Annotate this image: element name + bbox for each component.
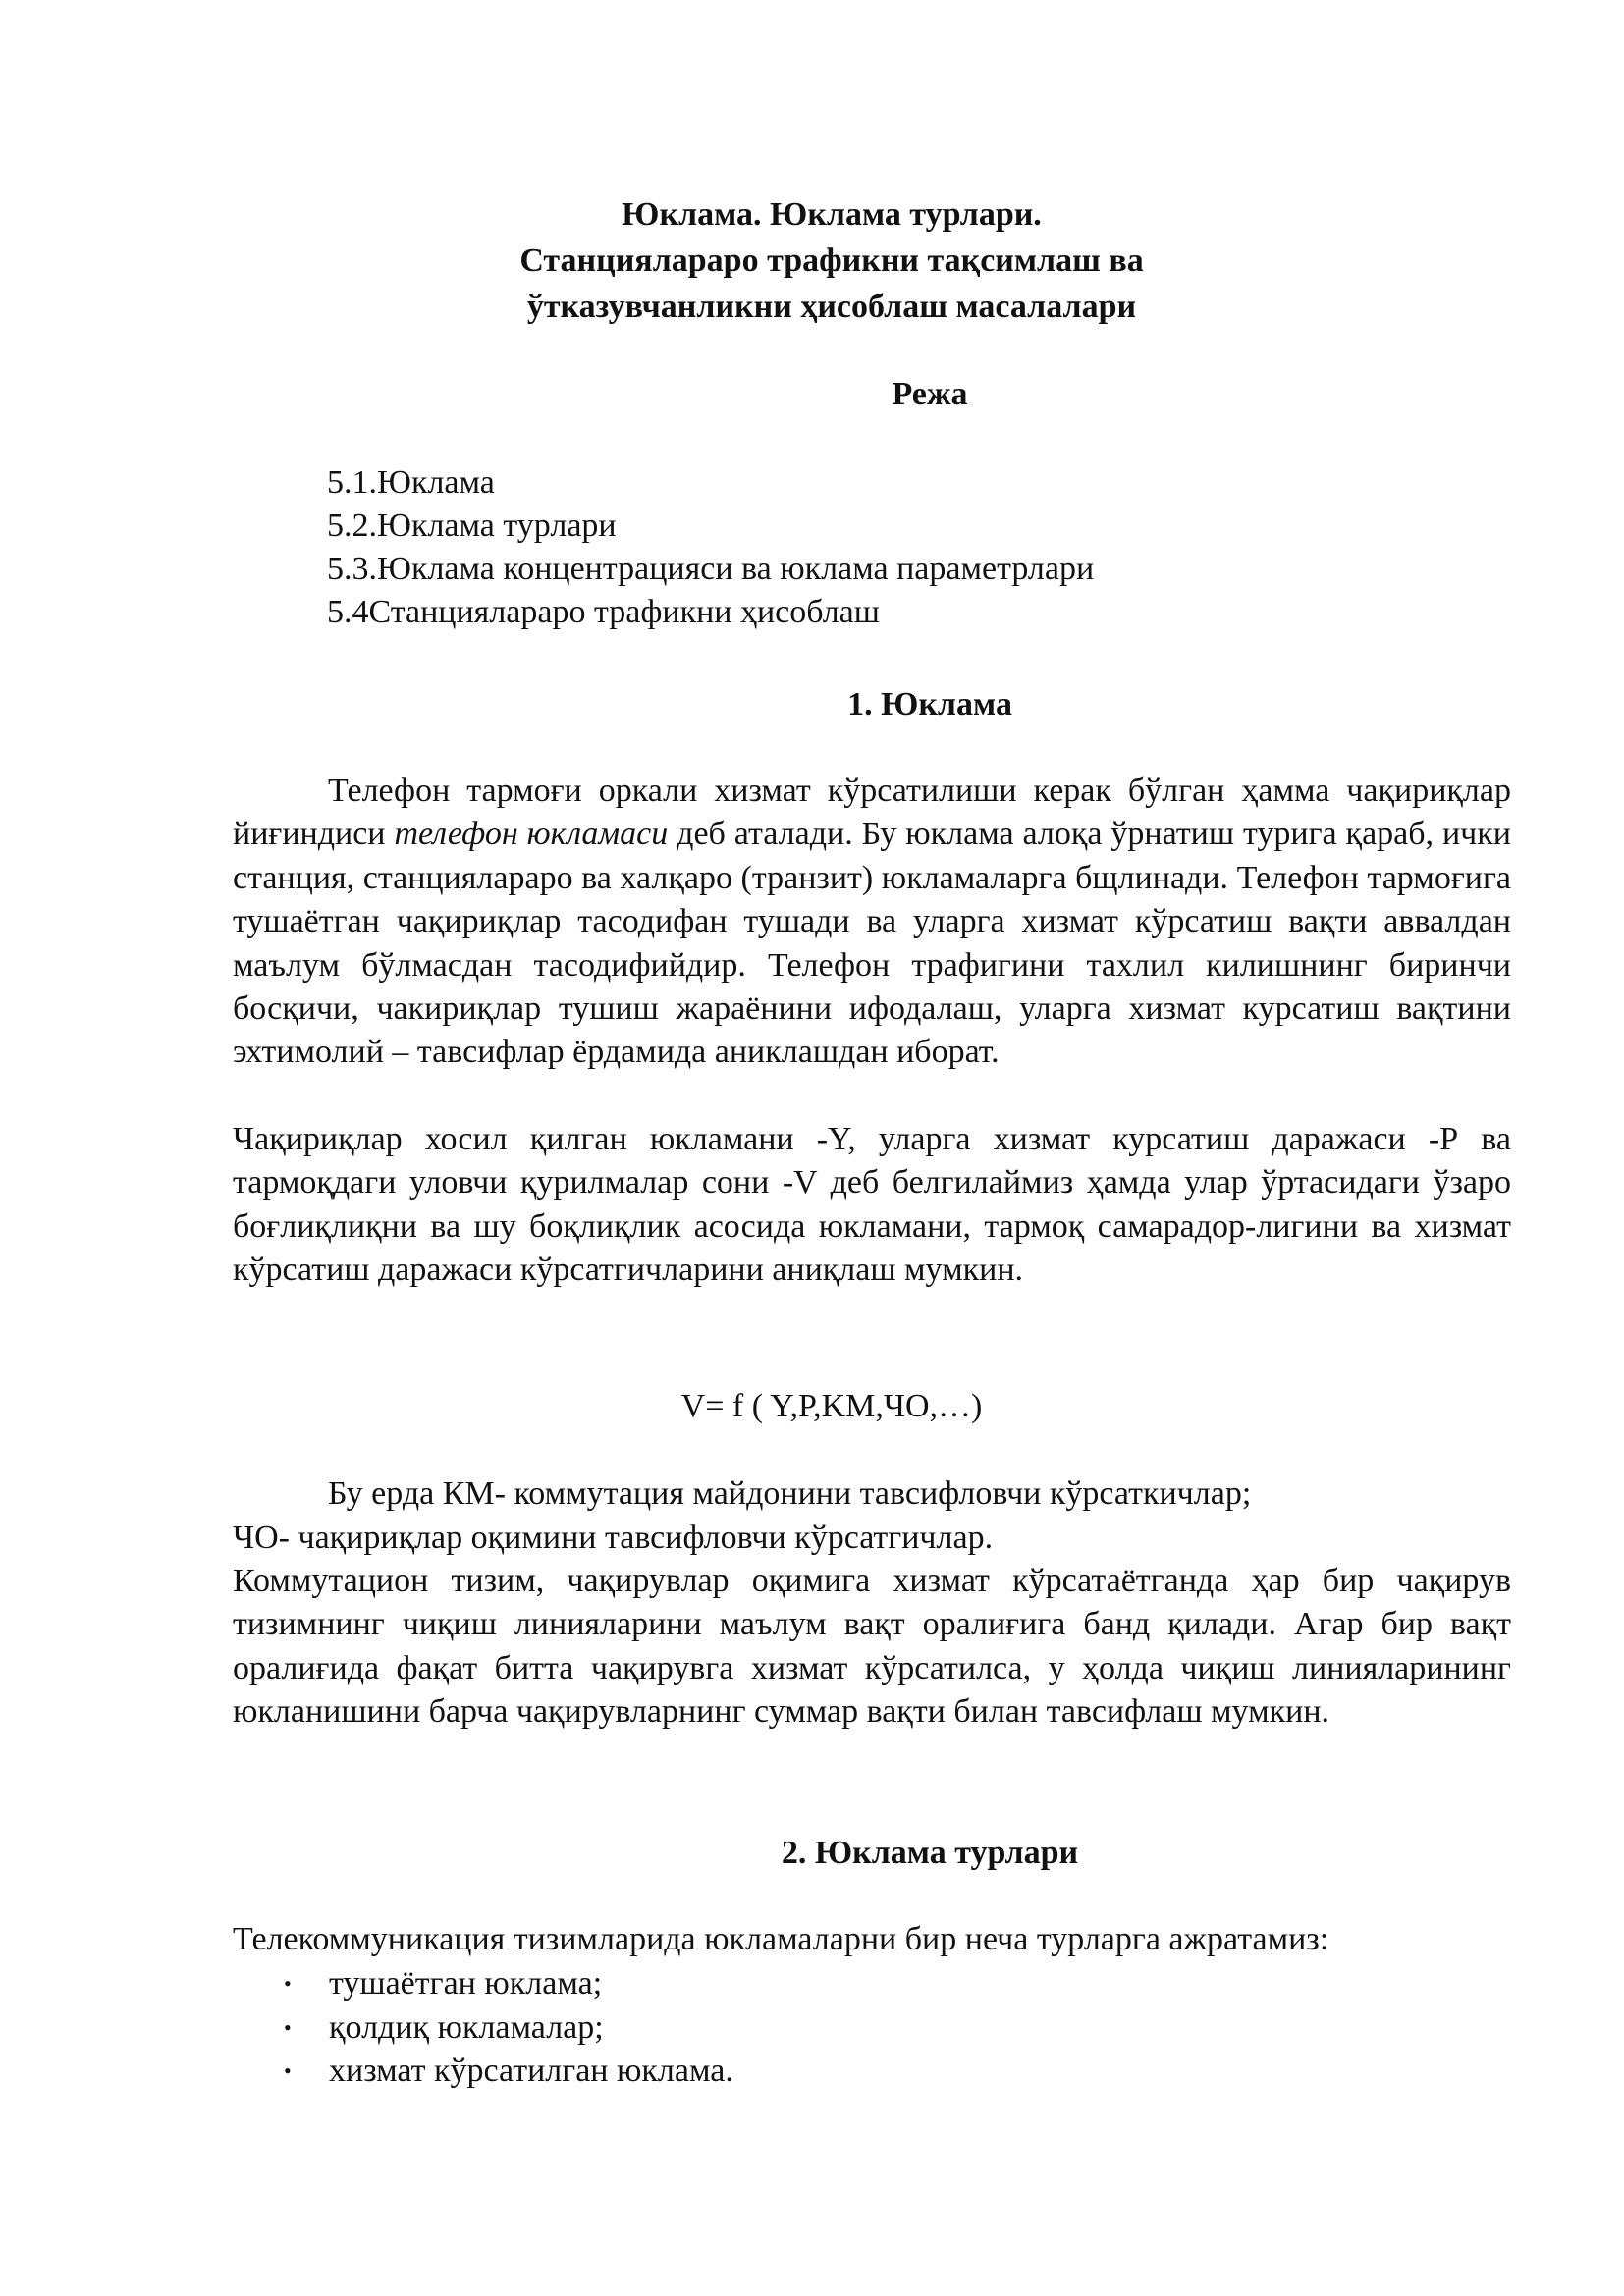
list-item-text: қолдиқ юкламалар;	[329, 2008, 604, 2046]
list-item-text: хизмат кўрсатилган юклама.	[329, 2053, 733, 2089]
paragraph-text: Телефон тармоғи оркали хизмат кўрсатилиши керак бўлган ҳамма чақириқлар йиғиндиси	[233, 773, 1511, 853]
paragraph-text: деб аталади. Бу юклама алоқа ўрнатиш турига қараб, ички станция, станциялараро ва халқаро (транзит) юкламаларга бщлинади. Телефон тармоғига тушаётган чақириқлар тасодифан тушади ва уларга хизмат кўрсатиш вақти аввалдан маълум бўлмасдан тасодифийдир. Телефон трафигини тахлил килишнинг биринчи босқичи, чакириқлар тушиш жараёнини ифодалаш, уларга хизмат курсатиш вақтини эхтимолий – тавсифлар ёрдамида аниклашдан иборат.	[233, 816, 1511, 1071]
formula: V= f ( Y,P,KM,ЧО,…)	[680, 1388, 983, 1424]
title-line-3: ўтказувчанликни ҳисоблаш масалалари	[526, 289, 1137, 325]
section-1-heading: 1. Юклама	[847, 686, 1012, 722]
list-item-text: тушаётган юклама;	[329, 1965, 603, 2002]
section-1-paragraph-3: Бу ерда КМ- коммутация майдонини тавсифловчи кўрсаткичлар;	[328, 1475, 1252, 1512]
section-1-paragraph-4: ЧО- чақириқлар оқимини тавсифловчи кўрсатгичлар.	[233, 1520, 994, 1556]
bullet-icon: •	[284, 1971, 292, 1996]
section-2-paragraph-1: Телекоммуникация тизимларида юкламаларни бир неча турларга ажратамиз:	[233, 1921, 1329, 1957]
plan-heading: Режа	[892, 376, 968, 412]
section-2-heading: 2. Юклама турлари	[781, 1835, 1079, 1871]
plan-item-3: 5.3.Юклама концентрацияси ва юклама параметрлари	[327, 551, 1095, 587]
section-1-paragraph-5: Коммутацион тизим, чақирувлар оқимига хизмат кўрсатаётганда ҳар бир чақирув тизимнинг чиқиш линияларини маълум вақт оралиғига банд қилади. Агар бир вақт оралиғида фақат битта чақирувга хизмат кўрсатилса, у ҳолда чиқиш линияларининг юкланишини барча чақирувларнинг суммар вақти билан тавсифлаш мумкин.	[233, 1563, 1511, 1731]
bullet-icon: •	[284, 2058, 292, 2083]
plan-list	[327, 461, 1094, 634]
section-1-paragraph-2: Чақириқлар хосил қилган юкламани -Y, уларга хизмат курсатиш даражаси -Р ва тармоқдаги уловчи қурилмалар сони -V деб белгилаймиз ҳамда улар ўртасидаги ўзаро боғлиқлиқни ва шу боқлиқлик асосида юкламани, тармоқ самарадор-лигини ва хизмат кўрсатиш даражаси кўрсатгичларини аниқлаш мумкин.	[233, 1121, 1511, 1289]
list-item	[280, 2050, 733, 2094]
load-types-list	[280, 1962, 733, 2094]
plan-item-1: 5.1.Юклама	[327, 464, 495, 501]
document-title	[0, 191, 1624, 330]
section-1-paragraph-1	[233, 770, 1511, 1075]
italic-term: телефон юкламаси	[394, 816, 669, 853]
title-line-2: Станциялараро трафикни тақсимлаш ва	[519, 242, 1144, 279]
title-line-1: Юклама. Юклама турлари.	[622, 196, 1042, 233]
plan-item-2: 5.2.Юклама турлари	[327, 507, 617, 544]
list-item	[280, 2006, 733, 2051]
list-item	[280, 1962, 733, 2006]
plan-item-4: 5.4Станциялараро трафикни ҳисоблаш	[327, 594, 880, 630]
bullet-icon: •	[284, 2014, 292, 2040]
